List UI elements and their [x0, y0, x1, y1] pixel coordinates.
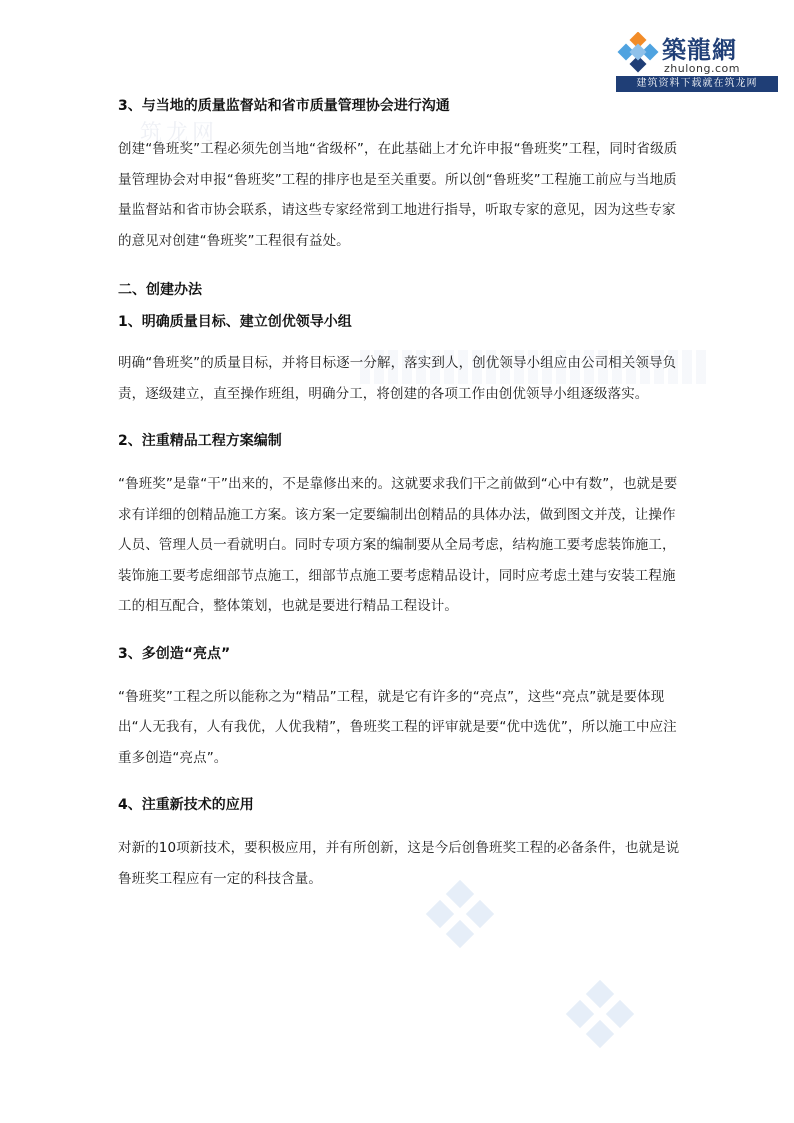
logo-name: 築龍網	[662, 36, 737, 64]
section-heading: 4、注重新技术的应用	[118, 797, 254, 813]
section-heading: 3、与当地的质量监督站和省市质量管理协会进行沟通	[118, 98, 450, 114]
section-heading: 3、多创造“亮点”	[118, 645, 231, 662]
paragraph: “鲁班奖”是靠“干”出来的，不是靠修出来的。这就要求我们干之前做到“心中有数”，也就是要求有详细的创精品施工方案。该方案一定要编制出创精品的具体办法，做到图文并茂，让操作人员、管理人员一看就明白。同时专项方案的编制要从全局考虑，结构施工要考虑装饰施工，装饰施工要考虑细部节点施工，细部节点施工要考虑精品设计，同时应考虑土建与安装工程施工的相互配合，整体策划，也就是要进行精品工程设计。	[118, 476, 678, 614]
section-heading: 2、注重精品工程方案编制	[118, 433, 282, 449]
watermark-text: 筑龙网	[140, 121, 219, 146]
logo-slogan: 建筑资料下载就在筑龙网	[616, 76, 778, 92]
chapter-heading: 二、创建办法	[118, 282, 202, 298]
paragraph: 创建“鲁班奖”工程必须先创当地“省级杯”，在此基础上才允许申报“鲁班奖”工程，同时省级质量管理协会对申报“鲁班奖”工程的排序也是至关重要。所以创“鲁班奖”工程施工前应与当地质量监督站和省市协会联系，请这些专家经常到工地进行指导，听取专家的意见，因为这些专家的意见对创建“鲁班奖”工程很有益处。	[118, 141, 678, 249]
document-body	[118, 94, 688, 894]
paragraph: “鲁班奖”工程之所以能称之为“精品”工程，就是它有许多的“亮点”，这些“亮点”就是要体现出“人无我有，人有我优，人优我精”，鲁班奖工程的评审就是要“优中选优”，所以施工中应注重多创造“亮点”。	[118, 688, 677, 766]
zhulong-logo-icon	[616, 32, 660, 76]
paragraph: 对新的10项新技术，要积极应用，并有所创新，这是今后创鲁班奖工程的必备条件，也就是说鲁班奖工程应有一定的科技含量。	[118, 840, 680, 887]
site-logo	[616, 28, 778, 92]
logo-domain: zhulong.com	[664, 62, 740, 75]
watermark-logo-icon	[560, 980, 640, 1060]
paragraph: 明确“鲁班奖”的质量目标，并将目标逐一分解，落实到人，创优领导小组应由公司相关领导负责，逐级建立，直至操作班组，明确分工，将创建的各项工作由创优领导小组逐级落实。	[118, 355, 677, 402]
section-heading: 1、明确质量目标、建立创优领导小组	[118, 314, 352, 330]
